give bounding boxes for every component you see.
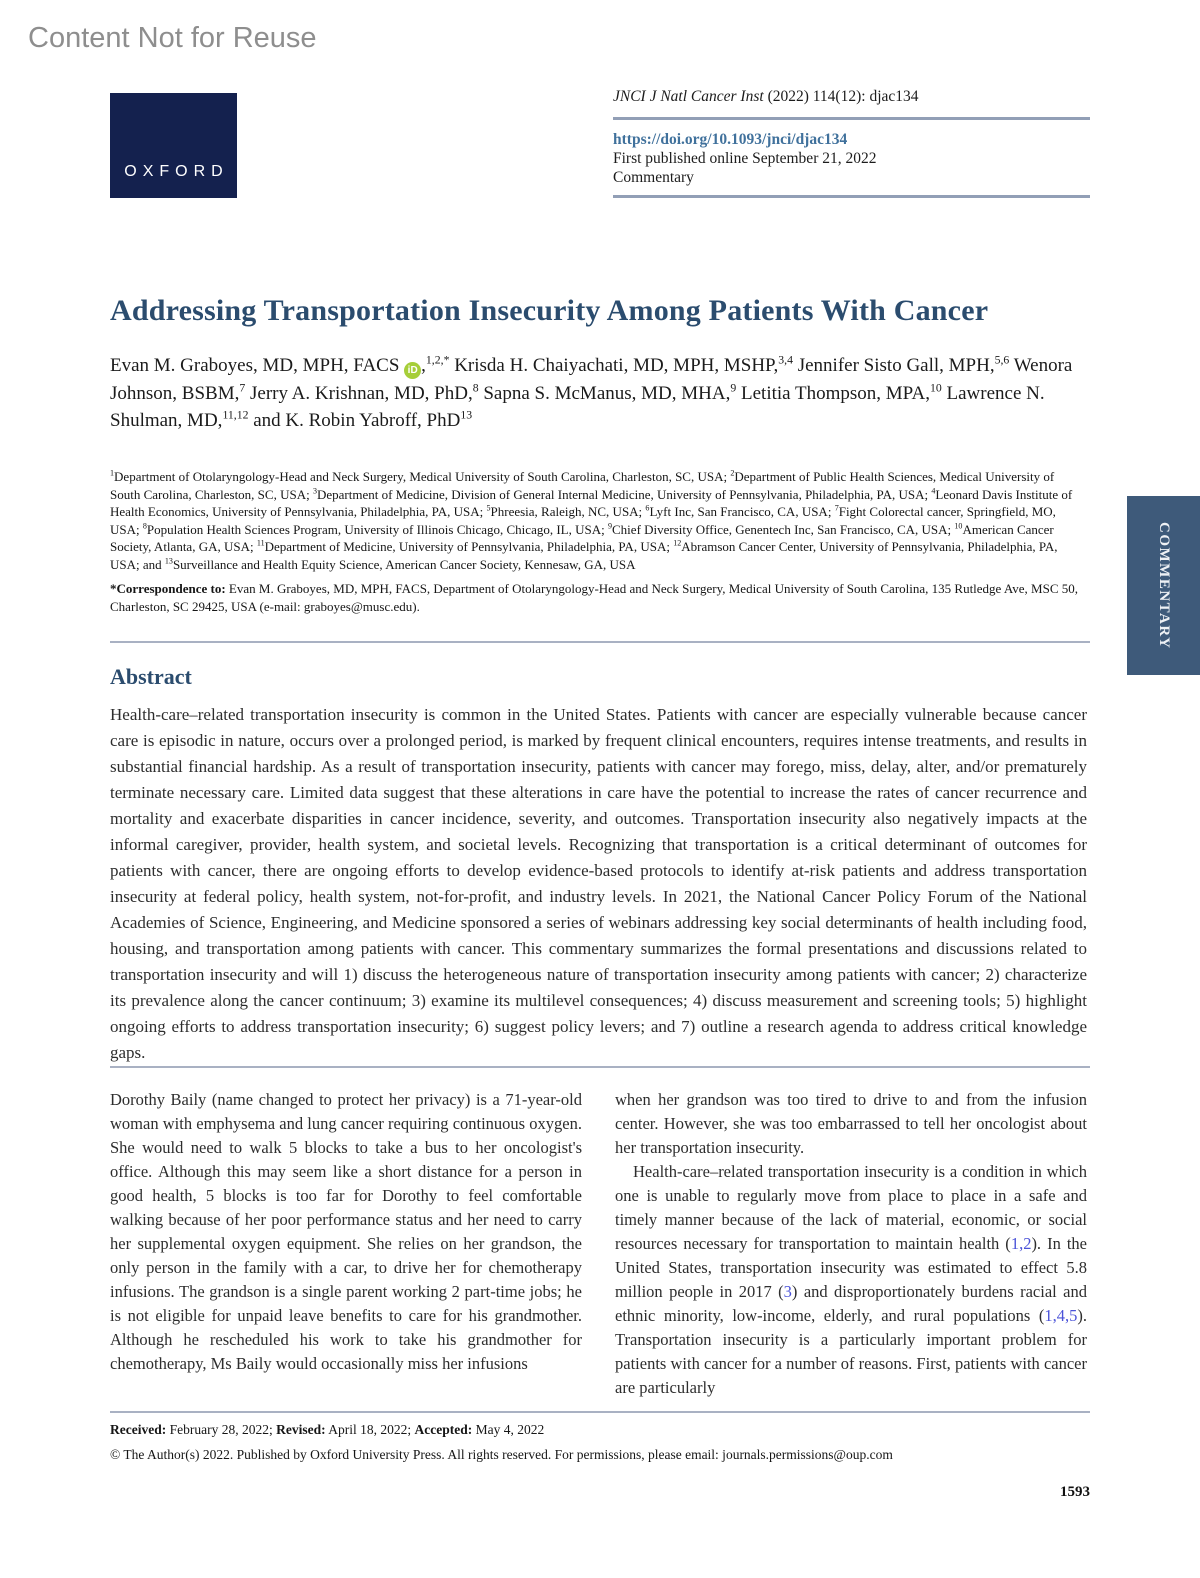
copyright-line: © The Author(s) 2022. Published by Oxford University Press. All rights reserved. For permissions, please email: journals.permissions@oup.com — [110, 1447, 893, 1462]
text-segment: Fight Colorectal cancer, Springfield, MO, USA; — [110, 504, 1056, 537]
text-segment: Revised: — [276, 1422, 326, 1437]
superscript-marker: 5 — [486, 503, 491, 513]
article-dates-line — [110, 1422, 544, 1438]
header-rule-bottom — [613, 195, 1090, 198]
divider-above-footer — [110, 1411, 1090, 1413]
superscript-marker: 4 — [931, 486, 936, 496]
superscript-marker: 13 — [460, 408, 473, 422]
left-column — [110, 1088, 582, 1400]
text-segment: Accepted: — [414, 1422, 473, 1437]
superscript-marker: 2 — [730, 468, 735, 478]
doi-link[interactable]: https://doi.org/10.1093/jnci/djac134 — [613, 131, 848, 148]
body-columns — [110, 1088, 1087, 1400]
journal-citation — [613, 88, 1090, 106]
text-segment: JNCI J Natl Cancer Inst — [613, 88, 764, 105]
text-segment: Department of Medicine, University of Pennsylvania, Philadelphia, PA, USA; — [264, 539, 674, 554]
superscript-marker: 11,12 — [222, 408, 249, 422]
text-segment: Krisda H. Chaiyachati, MD, MPH, MSHP, — [449, 355, 779, 376]
text-segment: Department of Medicine, Division of General Internal Medicine, University of Pennsylvania, Philadelphia, PA, USA; — [316, 486, 932, 502]
correspondence-block — [110, 580, 1080, 615]
superscript-marker: 9 — [730, 381, 737, 395]
superscript-marker: 8 — [142, 521, 147, 531]
oxford-university-press-logo — [110, 93, 237, 198]
superscript-marker: 3 — [312, 486, 317, 496]
text-segment: Evan M. Graboyes, MD, MPH, FACS — [110, 355, 405, 376]
text-segment: Population Health Sciences Program, University of Illinois Chicago, Chicago, IL, USA; — [146, 521, 608, 537]
citation-link[interactable]: 1,4,5 — [1044, 1306, 1078, 1325]
body-paragraph: Dorothy Baily (name changed to protect her privacy) is a 71-year-old woman with emphysema and lung cancer requiring continuous oxygen. She would need to walk 5 blocks to take a bus to her oncologist's office. Although this may seem like a short distance for a person in good health, 5 blocks is too far for Dorothy to feel comfortable walking because of her poor performance status and her need to carry her supplemental oxygen equipment. She relies on her grandson, the only person in the family with a car, to drive her for chemotherapy infusions. The grandson is a single parent working 2 part-time jobs; he is not eligible for unpaid leave benefits to care for his grandmother. Although he rescheduled his work to take his grandmother for chemotherapy, Ms Baily would occasionally miss her infusions — [110, 1090, 582, 1373]
commentary-tab-label: COMMENTARY — [1156, 521, 1172, 650]
superscript-marker: 6 — [645, 503, 650, 513]
superscript-marker: 11 — [256, 538, 265, 548]
text-segment: Chief Diversity Office, Genentech Inc, San Francisco, CA, USA; — [612, 521, 955, 537]
body-paragraph: when her grandson was too tired to drive to and from the infusion center. However, she was too embarrassed to tell her oncologist about her transportation insecurity. — [615, 1090, 1087, 1157]
text-segment: ) and disproportionately burdens racial and ethnic minority, low-income, elderly, and rural populations ( — [615, 1282, 1087, 1325]
text-segment: Leonard Davis Institute of Health Economics, University of Pennsylvania, Philadelphia, PA, USA; — [110, 486, 1073, 519]
abstract-heading: Abstract — [110, 664, 192, 689]
text-segment: Letitia Thompson, MPA, — [736, 382, 930, 404]
text-segment: and K. Robin Yabroff, PhD — [248, 410, 461, 431]
text-segment: April 18, 2022; — [325, 1422, 415, 1437]
text-segment: American Cancer Society, Atlanta, GA, USA; — [110, 521, 1054, 554]
superscript-marker: 10 — [954, 521, 963, 531]
right-column — [615, 1088, 1087, 1400]
superscript-marker: 8 — [472, 381, 479, 395]
article-type-label: Commentary — [613, 169, 694, 186]
body-paragraph — [615, 1160, 1087, 1400]
superscript-marker: 9 — [607, 521, 613, 531]
text-segment: ). In the United States, transportation insecurity was estimated to effect 5.8 million people in 2017 ( — [615, 1234, 1087, 1301]
citation-link[interactable]: 3 — [783, 1282, 792, 1301]
text-segment: May 4, 2022 — [472, 1422, 545, 1437]
text-segment: Lyft Inc, San Francisco, CA, USA; — [649, 504, 835, 519]
text-segment: Jerry A. Krishnan, MD, PhD, — [245, 382, 473, 404]
text-segment: ). Transportation insecurity is a particularly important problem for patients with cancer for a number of reasons. First, patients with cancer are particularly — [615, 1306, 1087, 1397]
text-segment: Lawrence N. Shulman, MD, — [110, 382, 1045, 431]
text-segment: (2022) 114(12): djac134 — [763, 88, 919, 105]
text-segment: Sapna S. McManus, MD, MHA, — [478, 382, 731, 404]
page-number: 1593 — [1060, 1484, 1090, 1500]
superscript-marker: 3,4 — [778, 353, 793, 367]
text-segment: Health-care–related transportation insecurity is a condition in which one is unable to regularly move from place to place in a safe and timely manner because of the lack of material, economic, or social resources necessary for transportation to maintain health ( — [615, 1162, 1087, 1253]
content-not-for-reuse-watermark: Content Not for Reuse — [28, 22, 317, 54]
header-rule-top — [613, 117, 1090, 120]
author-list — [110, 352, 1078, 435]
commentary-spine-tab — [1127, 496, 1200, 675]
superscript-marker: 12 — [673, 538, 682, 548]
superscript-marker: 13 — [164, 556, 173, 566]
text-segment: Department of Otolaryngology-Head and Neck Surgery, Medical University of South Carolina, Charleston, SC, USA; — [114, 469, 731, 484]
text-segment: Department of Public Health Sciences, Medical University of South Carolina, Charleston, SC, USA; — [110, 469, 1055, 502]
oxford-logo-text: OXFORD — [124, 163, 229, 180]
text-segment: Received: — [110, 1422, 167, 1437]
text-segment: Jennifer Sisto Gall, MPH, — [792, 355, 995, 376]
superscript-marker: 1,2,* — [425, 353, 450, 367]
text-segment: , — [421, 355, 426, 376]
orcid-icon[interactable]: iD — [404, 362, 421, 379]
article-title: Addressing Transportation Insecurity Among Patients With Cancer — [110, 294, 989, 327]
text-segment: Surveillance and Health Equity Science, American Cancer Society, Kennesaw, GA, USA — [172, 556, 636, 572]
superscript-marker: 5,6 — [994, 353, 1010, 367]
text-segment: Phreesia, Raleigh, NC, USA; — [490, 504, 646, 519]
text-segment: Evan M. Graboyes, MD, MPH, FACS, Department of Otolaryngology-Head and Neck Surgery, Medical University of South Carolina, 135 Rutledge Ave, MSC 50, Charleston, SC 29425, USA (e-mail: graboyes@musc.edu). — [110, 581, 1079, 614]
text-segment: February 28, 2022; — [166, 1422, 277, 1437]
divider-below-abstract — [110, 1066, 1090, 1068]
superscript-marker: 10 — [929, 381, 942, 395]
publication-info — [613, 88, 1090, 198]
abstract-text: Health-care–related transportation insecurity is common in the United States. Patients with cancer are especially vulnerable because cancer care is episodic in nature, occurs over a prolonged period, is marked by frequent clinical encounters, requires intense treatments, and results in substantial financial hardship. As a result of transportation insecurity, patients with cancer may forego, miss, delay, alter, and/or prematurely terminate necessary care. Limited data suggest that these alterations in care have the potential to increase the rates of cancer recurrence and mortality and exacerbate disparities in cancer incidence, severity, and outcomes. Transportation insecurity also negatively impacts at the informal caregiver, provider, health system, and societal levels. Recognizing that transportation is a critical determinant of outcomes for patients with cancer, there are ongoing efforts to develop evidence-based protocols to identify at-risk patients and address transportation insecurity at federal policy, health system, not-for-profit, and industry levels. In 2021, the National Cancer Policy Forum of the National Academies of Science, Engineering, and Medicine sponsored a series of webinars addressing key social determinants of health including food, housing, and transportation among patients with cancer. This commentary summarizes the formal presentations and discussions related to transportation insecurity and will 1) discuss the heterogeneous nature of transportation insecurity among patients with cancer; 2) characterize its prevalence along the cancer continuum; 3) examine its multilevel consequences; 4) discuss measurement and screening tools; 5) highlight ongoing efforts to address transportation insecurity; 6) suggest policy levers; and 7) outline a research agenda to address critical knowledge gaps. — [110, 705, 1087, 1062]
divider-below-correspondence — [110, 641, 1090, 643]
superscript-marker: 7 — [834, 503, 839, 513]
text-segment: Abramson Cancer Center, University of Pennsylvania, Philadelphia, PA, USA; and — [110, 539, 1058, 572]
citation-link[interactable]: 1,2 — [1010, 1234, 1032, 1253]
superscript-marker: 7 — [239, 381, 246, 395]
text-segment: *Correspondence to: — [110, 581, 226, 596]
superscript-marker: 1 — [110, 468, 115, 478]
text-segment: Wenora Johnson, BSBM, — [110, 355, 1073, 404]
first-published-line: First published online September 21, 2022 — [613, 150, 877, 167]
affiliations-block — [110, 468, 1080, 573]
